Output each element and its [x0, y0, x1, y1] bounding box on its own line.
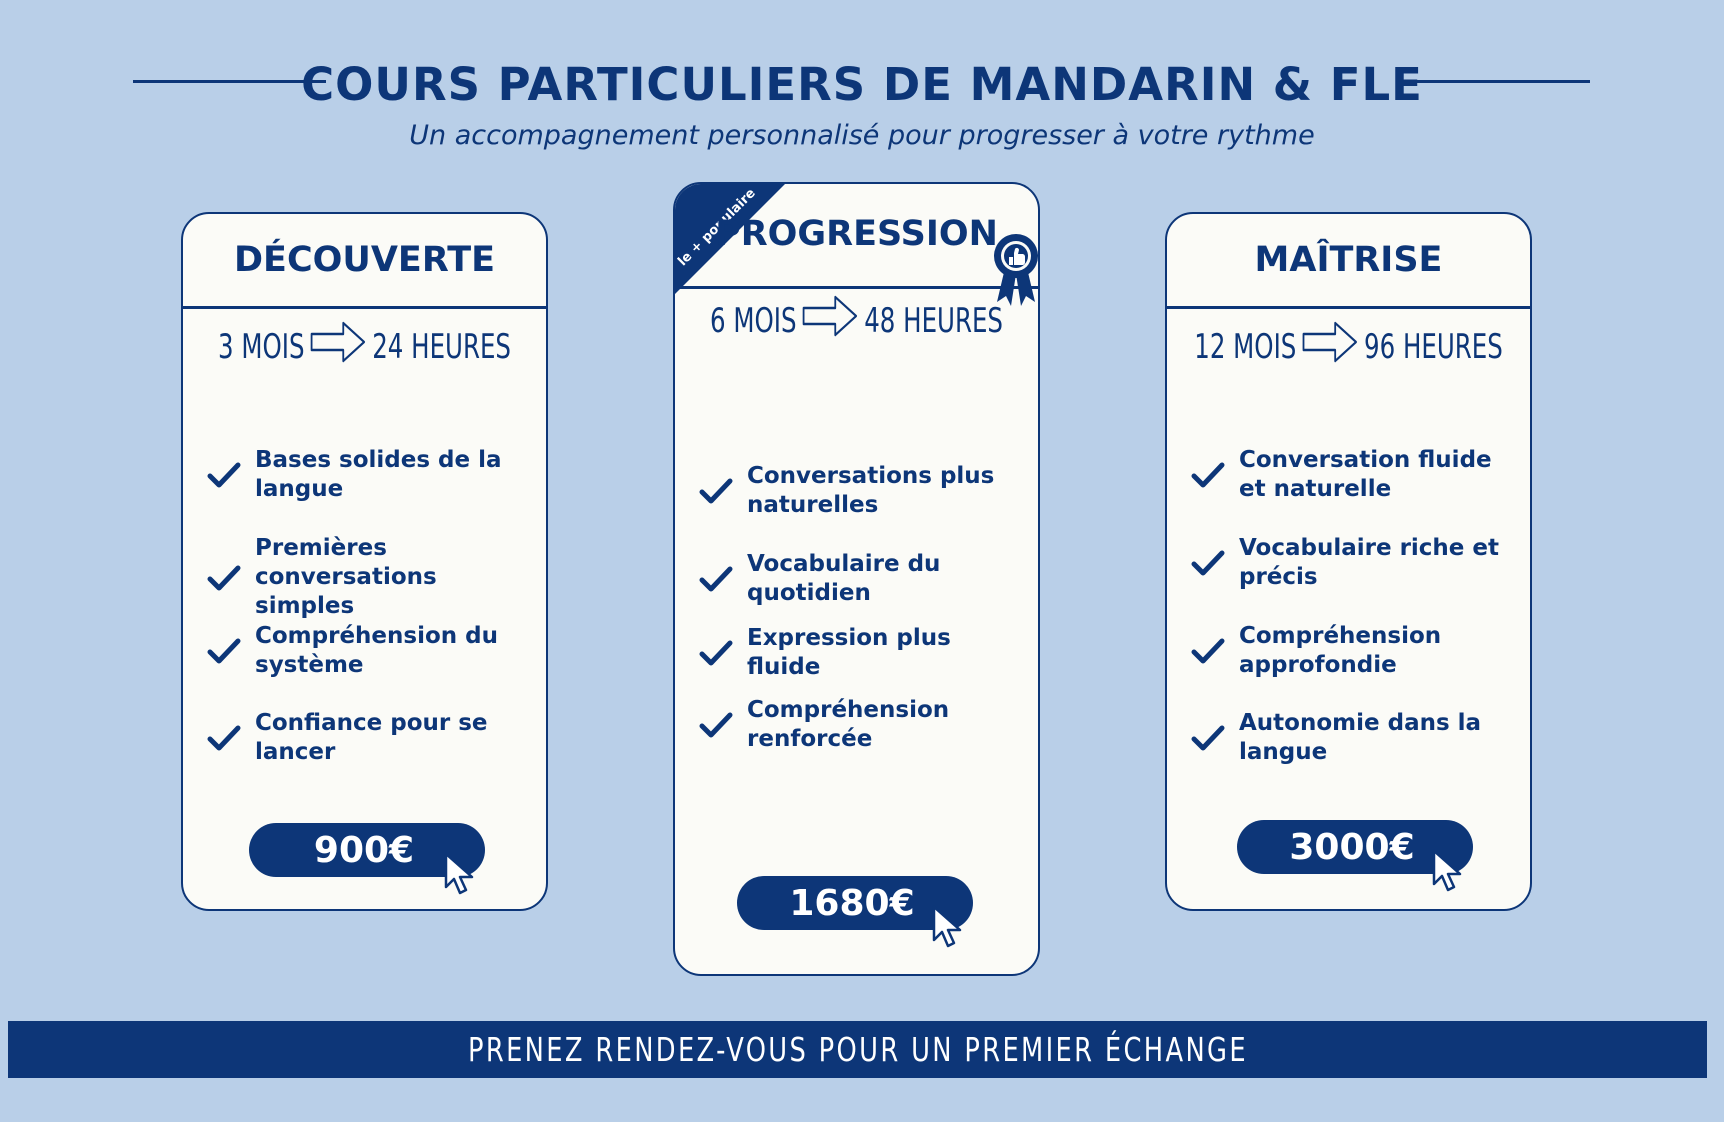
check-icon: [699, 710, 733, 740]
page-title: COURS PARTICULIERS DE MANDARIN & FLE: [301, 58, 1423, 111]
feature-item: [207, 709, 532, 767]
check-icon: [207, 636, 241, 666]
arrow-right-icon: [802, 294, 858, 347]
check-icon: [1191, 636, 1225, 666]
feature-text: Autonomie dans la langue: [1239, 710, 1482, 765]
feature-text: Vocabulaire riche et précis: [1239, 535, 1500, 590]
cursor-pointer-icon: [443, 851, 477, 897]
duration-months: 12 MOIS: [1194, 326, 1297, 367]
cursor-pointer-icon: [1431, 848, 1465, 894]
check-icon: [1191, 460, 1225, 490]
feature-item: [207, 446, 532, 504]
price-button[interactable]: 1680€: [737, 876, 973, 930]
feature-item: [699, 624, 1024, 682]
plan-card-progression: [673, 182, 1040, 976]
duration-months: 3 MOIS: [218, 326, 305, 367]
plan-name: MAÎTRISE: [1254, 240, 1443, 280]
feature-item: [207, 622, 532, 680]
plan-duration: [218, 320, 511, 373]
plan-card-maitrise: [1165, 212, 1532, 911]
popular-badge-label: le + populaire: [675, 185, 759, 270]
plan-card-decouverte: [181, 212, 548, 911]
feature-text: Compréhension renforcée: [747, 697, 950, 752]
check-icon: [699, 476, 733, 506]
arrow-right-icon: [1302, 320, 1358, 373]
check-icon: [207, 460, 241, 490]
check-icon: [1191, 548, 1225, 578]
feature-item: [699, 696, 1024, 754]
feature-text: Vocabulaire du quotidien: [747, 551, 941, 606]
card-divider: [183, 306, 546, 309]
duration-hours: 24 HEURES: [372, 326, 511, 367]
feature-text: Confiance pour se lancer: [255, 710, 488, 765]
price-button[interactable]: 3000€: [1237, 820, 1473, 874]
feature-text: Premières conversations simples: [255, 535, 437, 619]
feature-text: Expression plus fluide: [747, 625, 951, 680]
arrow-right-icon: [310, 320, 366, 373]
feature-item: [1191, 446, 1516, 504]
cta-banner[interactable]: [8, 1021, 1707, 1078]
duration-hours: 96 HEURES: [1364, 326, 1503, 367]
plan-duration: [710, 294, 1003, 347]
plan-name: PROGRESSION: [715, 214, 998, 254]
feature-item: [699, 550, 1024, 608]
plan-duration: [1194, 320, 1503, 373]
cta-text: PRENEZ RENDEZ-VOUS POUR UN PREMIER ÉCHANGE: [467, 1030, 1248, 1069]
feature-text: Compréhension du système: [255, 623, 498, 678]
check-icon: [699, 564, 733, 594]
check-icon: [207, 723, 241, 753]
price-button[interactable]: 900€: [249, 823, 485, 877]
duration-months: 6 MOIS: [710, 300, 797, 341]
check-icon: [207, 563, 241, 593]
feature-item: [207, 534, 532, 621]
feature-item: [699, 462, 1024, 520]
plan-name: DÉCOUVERTE: [234, 240, 495, 280]
card-divider: [675, 286, 1038, 289]
cursor-pointer-icon: [931, 904, 965, 950]
feature-text: Compréhension approfondie: [1239, 623, 1442, 678]
feature-item: [1191, 709, 1516, 767]
feature-item: [1191, 534, 1516, 592]
check-icon: [699, 638, 733, 668]
feature-text: Conversation fluide et naturelle: [1239, 447, 1492, 502]
check-icon: [1191, 723, 1225, 753]
feature-text: Conversations plus naturelles: [747, 463, 995, 518]
duration-hours: 48 HEURES: [864, 300, 1003, 341]
page-subtitle: Un accompagnement personnalisé pour progresser à votre rythme: [409, 120, 1315, 151]
card-divider: [1167, 306, 1530, 309]
feature-item: [1191, 622, 1516, 680]
feature-text: Bases solides de la langue: [255, 447, 502, 502]
